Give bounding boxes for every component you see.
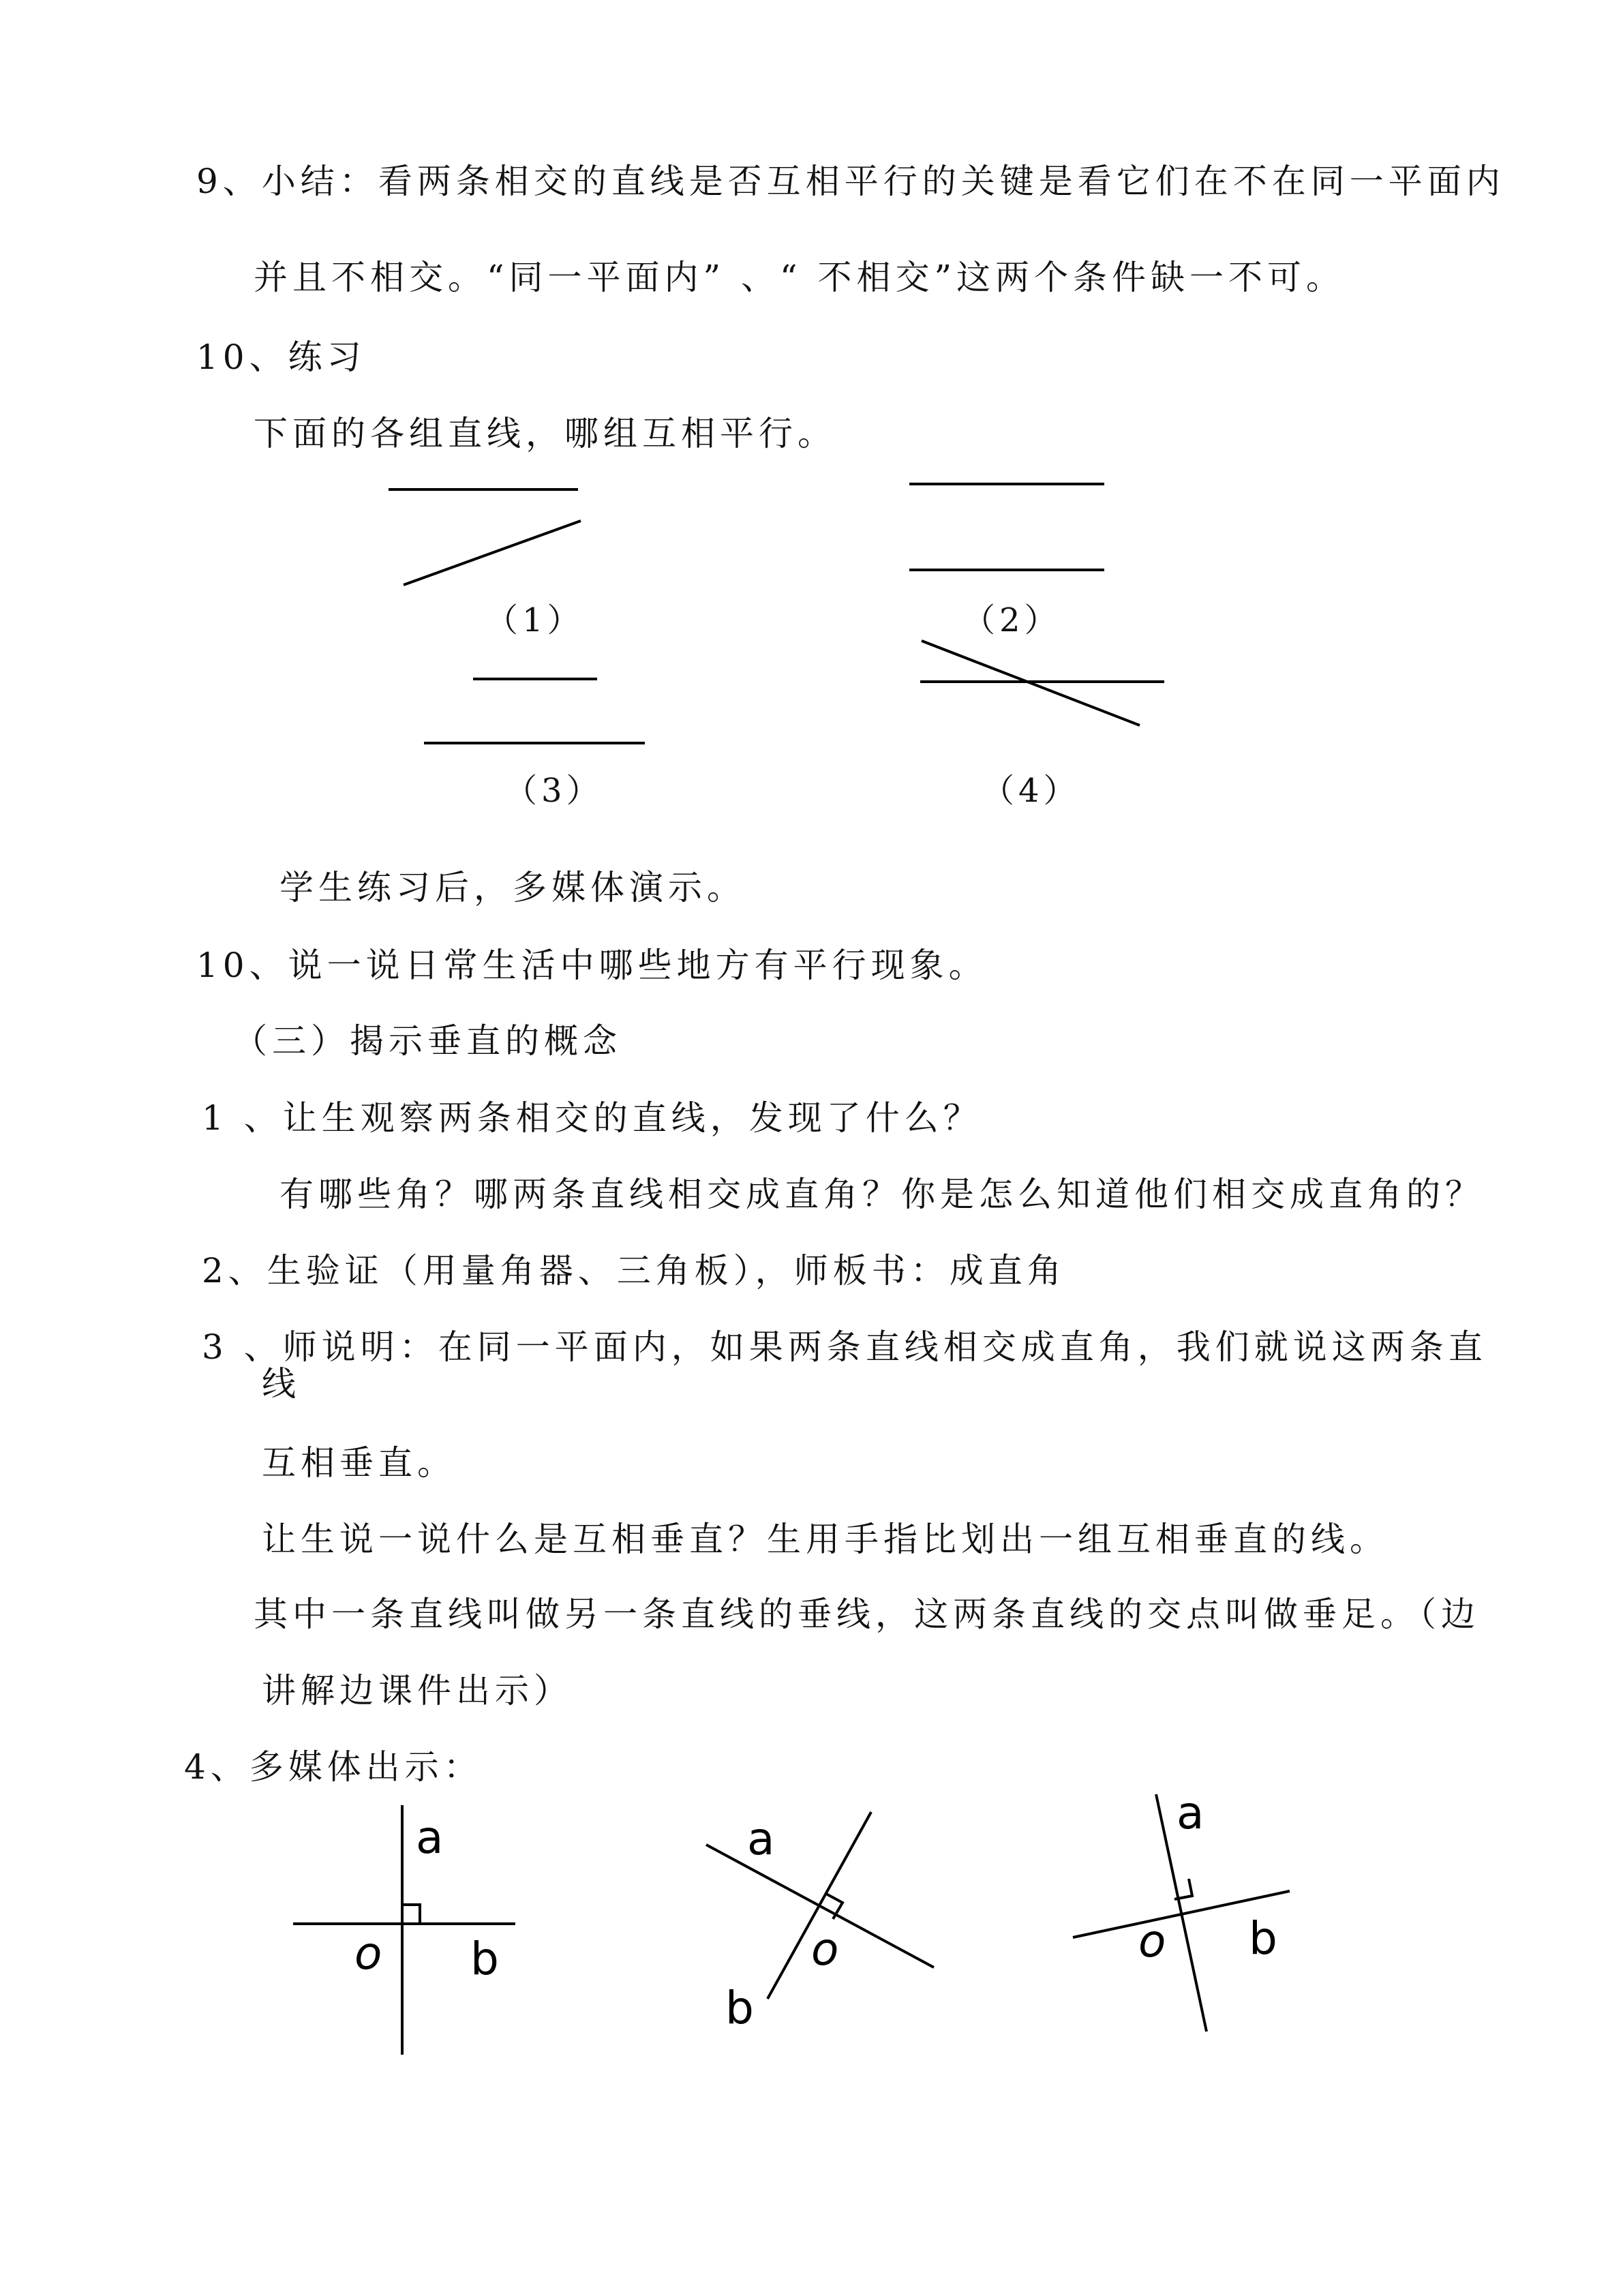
perp3-label-a: a: [1177, 1787, 1204, 1839]
step-2: 2、生验证（用量角器、三角板），师板书：成直角: [202, 1251, 1066, 1290]
ex1-line-slanted: [404, 521, 581, 585]
perpendicular-figure-1: [293, 1805, 515, 2055]
perp2-right-angle-mark: [826, 1894, 843, 1919]
perp1-label-b: b: [470, 1933, 499, 1985]
daily-life-question: 10、说一说日常生活中哪些地方有平行现象。: [196, 946, 988, 985]
step-3-continued: 互相垂直。: [262, 1443, 456, 1483]
exercise-heading: 10、练习: [196, 337, 366, 377]
perp1-label-o: o: [354, 1927, 382, 1980]
section-three-title: （三）揭示垂直的概念: [233, 1021, 622, 1061]
exercise-caption-3: （3）: [504, 772, 603, 810]
step-3-definition-cont: 讲解边课件出示）: [262, 1671, 573, 1710]
step-3-definition: 其中一条直线叫做另一条直线的垂线，这两条直线的交点叫做垂足。（边: [254, 1595, 1480, 1634]
perp1-label-a: a: [416, 1811, 444, 1864]
exercise-figure-4: [920, 641, 1164, 725]
summary-line-2: 并且不相交。“同一平面内” 、“ 不相交”这两个条件缺一不可。: [254, 258, 1346, 297]
perp3-label-b: b: [1249, 1912, 1277, 1965]
perp3-label-o: o: [1138, 1915, 1166, 1967]
exercise-question: 下面的各组直线，哪组互相平行。: [254, 414, 836, 453]
exercise-figure-3: [424, 679, 645, 743]
step-3-wrap: 线: [262, 1364, 301, 1404]
perp1-right-angle-mark: [402, 1905, 420, 1924]
exercise-figure-1: [389, 489, 581, 585]
exercise-caption-4: （4）: [982, 772, 1080, 810]
summary-line-1: 9、小结：看两条相交的直线是否互相平行的关键是看它们在不在同一平面内: [196, 162, 1505, 201]
step-3: 3 、师说明：在同一平面内，如果两条直线相交成直角，我们就说这两条直: [202, 1327, 1487, 1367]
step-1: 1 、让生观察两条相交的直线，发现了什么？: [202, 1098, 982, 1138]
exercise-figure-2: [909, 484, 1104, 570]
perpendicular-figure-3: [1073, 1787, 1290, 2031]
step-3-prompt: 让生说一说什么是互相垂直？生用手指比划出一组互相垂直的线。: [262, 1520, 1389, 1559]
exercise-caption-1: （1）: [485, 601, 584, 639]
perp2-label-b: b: [725, 1982, 754, 2034]
exercise-caption-2: （2）: [962, 601, 1061, 639]
perp2-label-o: o: [811, 1923, 839, 1976]
step-1-detail: 有哪些角？哪两条直线相交成直角？你是怎么知道他们相交成直角的？: [279, 1175, 1484, 1214]
practice-note: 学生练习后，多媒体演示。: [279, 868, 746, 907]
perp2-label-a: a: [747, 1813, 775, 1865]
step-4: 4、多媒体出示：: [184, 1747, 483, 1787]
perpendicular-figure-2: [706, 1812, 934, 2034]
